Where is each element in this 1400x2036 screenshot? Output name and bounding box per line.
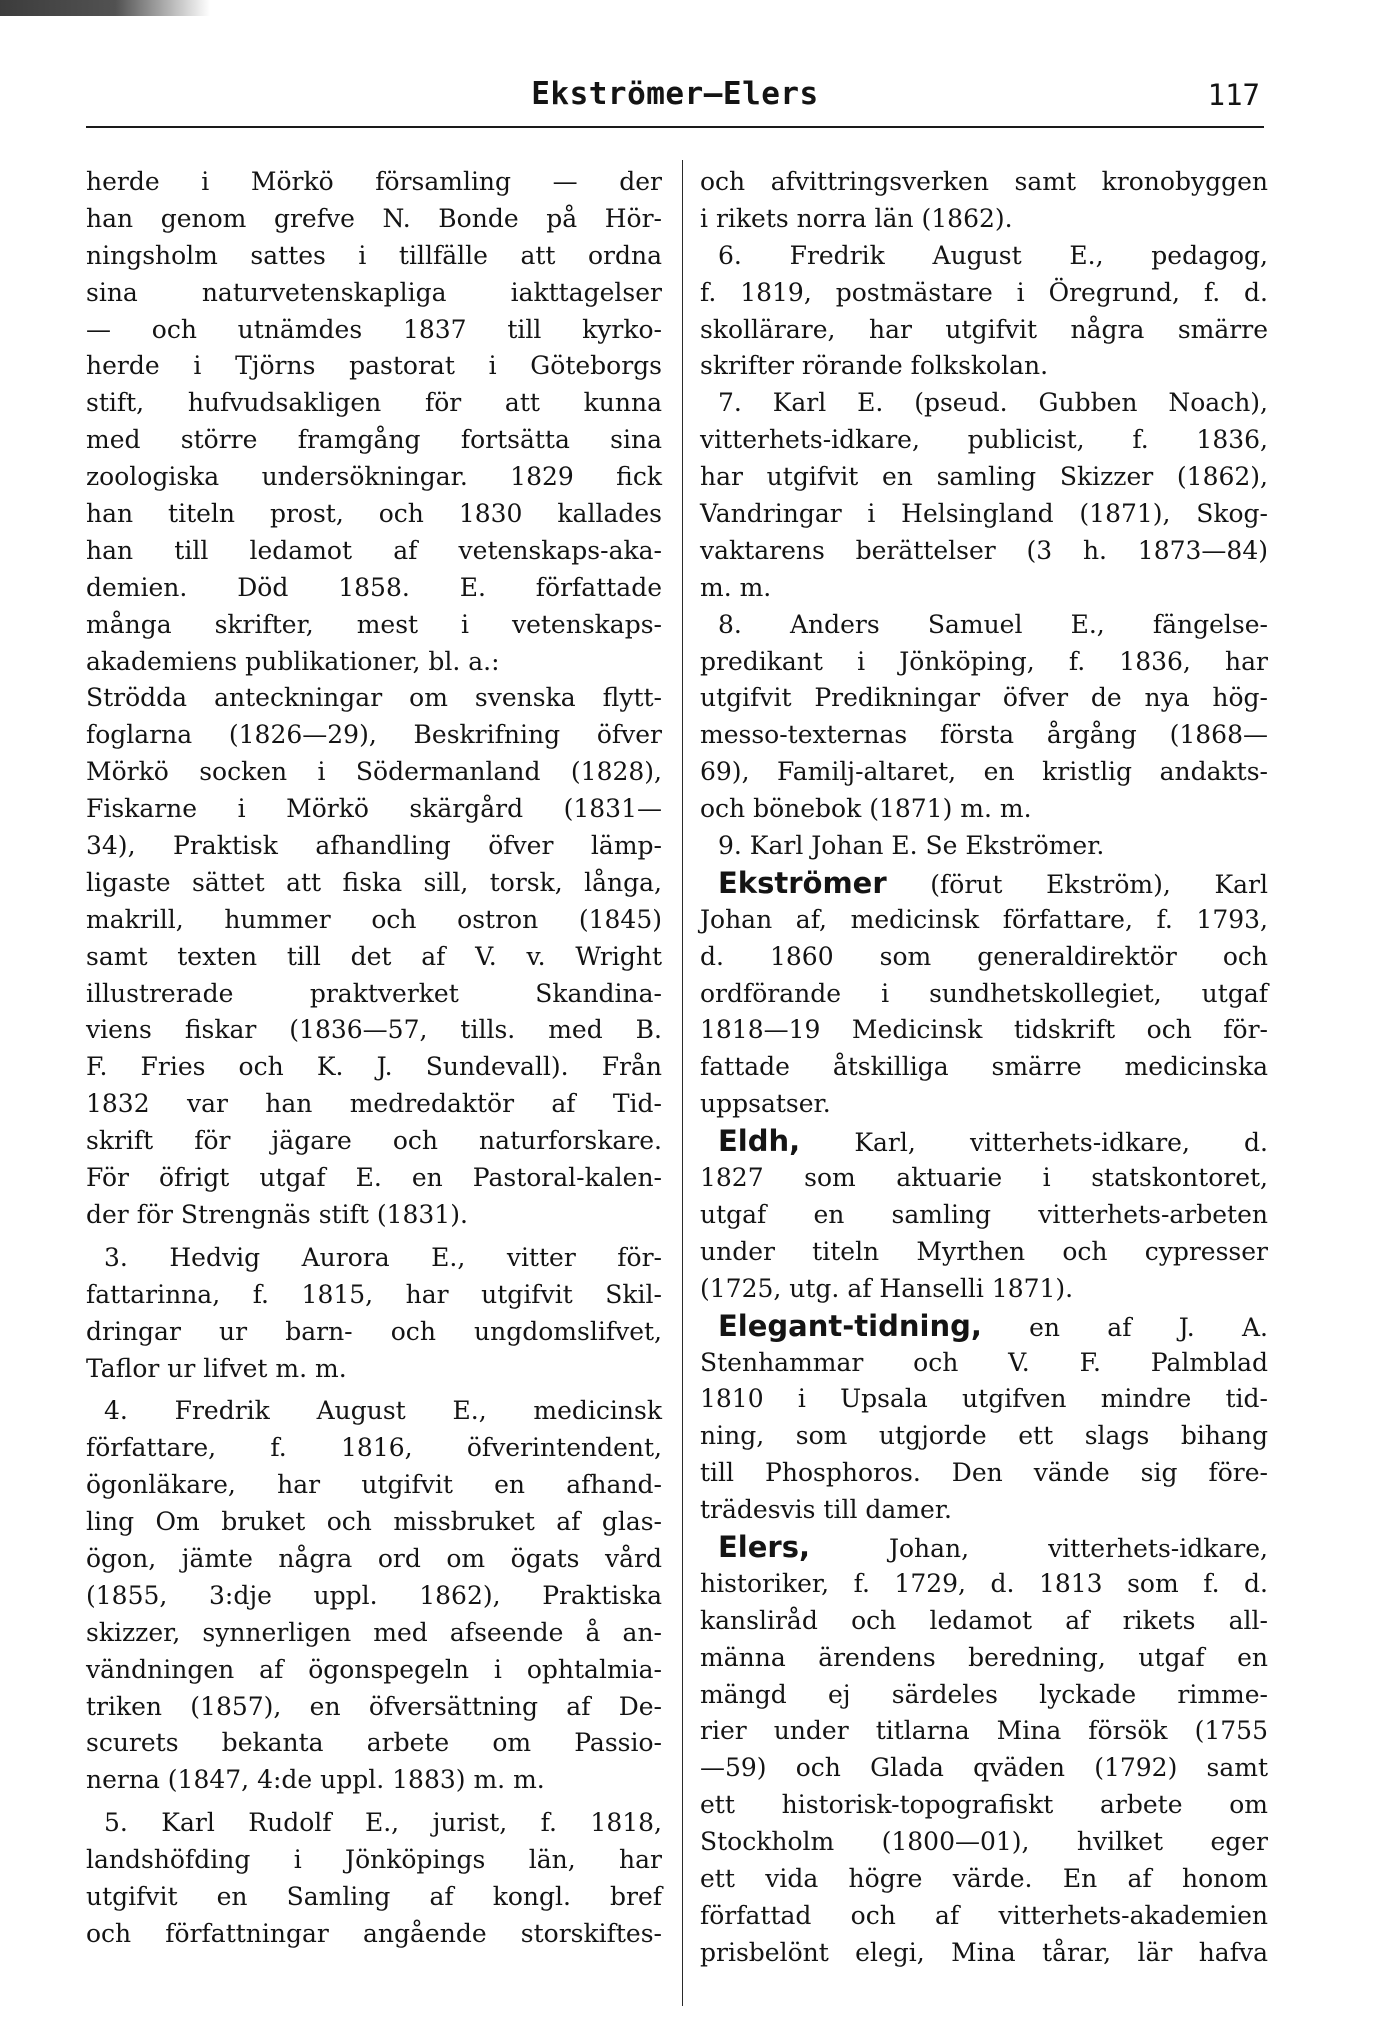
- line-text: uppsatser.: [700, 1089, 831, 1119]
- line-text: rier under titlarna Mina försök (1755: [700, 1716, 1268, 1746]
- line-text: skrift för jägare och naturforskare.: [86, 1126, 662, 1156]
- text-line: [86, 828, 662, 865]
- line-text: zoologiska undersökningar. 1829 fick: [86, 462, 662, 492]
- text-line: [700, 1787, 1268, 1824]
- line-text: vändningen af ögonspegeln i ophtalmia-: [86, 1654, 662, 1684]
- text-line: [700, 459, 1268, 496]
- text-line: [700, 828, 1268, 865]
- text-line: [700, 348, 1268, 385]
- left-column: [86, 164, 662, 1953]
- text-line: [86, 1652, 662, 1689]
- text-line: [700, 385, 1268, 422]
- text-line: [86, 1049, 662, 1086]
- line-text: och afvittringsverken samt kronobyggen: [700, 167, 1268, 196]
- line-text: ordförande i sundhetskollegiet, utgaf: [700, 978, 1268, 1008]
- text-line: [700, 1308, 1268, 1345]
- line-text: — och utnämdes 1837 till kyrko-: [86, 314, 662, 344]
- line-text: illustrerade praktverket Skandina-: [86, 978, 662, 1008]
- text-line: [86, 1842, 662, 1879]
- text-line: [700, 570, 1268, 607]
- line-text: 1832 var han medredaktör af Tid-: [86, 1089, 662, 1119]
- text-line: [86, 1012, 662, 1049]
- line-text: sina naturvetenskapliga iakttagelser: [86, 277, 662, 307]
- scan-artifact: [0, 0, 210, 16]
- text-line: [700, 1197, 1268, 1234]
- line-text: historiker, f. 1729, d. 1813 som f. d.: [700, 1568, 1268, 1598]
- line-text: fattade åtskilliga smärre medicinska: [700, 1052, 1268, 1082]
- line-text: viens fiskar (1836—57, tills. med B.: [86, 1015, 662, 1045]
- text-line: [86, 570, 662, 607]
- text-line: [700, 939, 1268, 976]
- text-line: [700, 1824, 1268, 1861]
- line-text: utgifvit Predikningar öfver de nya hög-: [700, 683, 1268, 713]
- line-text: Johan af, medicinsk författare, f. 1793,: [700, 904, 1268, 934]
- text-line: [86, 1916, 662, 1953]
- line-text: (förut Ekström), Karl: [886, 869, 1268, 899]
- line-text: 1810 i Upsala utgifven mindre tid-: [700, 1384, 1268, 1414]
- line-text: författad och af vitterhets-akademien: [700, 1900, 1268, 1930]
- text-line: [86, 1430, 662, 1467]
- entry-headword: Eldh,: [718, 1124, 801, 1159]
- text-line: [86, 1351, 662, 1388]
- line-text: Karl, vitterhets-idkare, d.: [800, 1128, 1268, 1158]
- text-line: [86, 201, 662, 238]
- line-text: skrifter rörande folkskolan.: [700, 351, 1049, 381]
- line-text: scurets bekanta arbete om Passio-: [86, 1728, 662, 1758]
- line-text: ögon, jämte några ord om ögats vård: [86, 1543, 662, 1573]
- page-header: [86, 74, 1264, 128]
- text-line: [700, 644, 1268, 681]
- text-line: [86, 1689, 662, 1726]
- line-text: vitterhets-idkare, publicist, f. 1836,: [700, 425, 1268, 455]
- text-line: [86, 1615, 662, 1652]
- text-line: [86, 717, 662, 754]
- text-line: [700, 1123, 1268, 1160]
- text-line: [86, 1277, 662, 1314]
- text-line: [86, 644, 662, 681]
- line-text: ningsholm sattes i tillfälle att ordna: [86, 240, 662, 270]
- line-text: 34), Praktisk afhandling öfver lämp-: [86, 831, 662, 861]
- line-text: till Phosphoros. Den vände sig före-: [700, 1458, 1268, 1488]
- line-text: 1827 som aktuarie i statskontoret,: [700, 1163, 1268, 1193]
- line-text: Stenhammar och V. F. Palmblad: [700, 1347, 1268, 1377]
- line-text: nerna (1847, 4:de uppl. 1883) m. m.: [86, 1765, 545, 1795]
- text-line: [700, 680, 1268, 717]
- line-text: predikant i Jönköping, f. 1836, har: [700, 646, 1268, 676]
- text-line: [700, 1566, 1268, 1603]
- text-line: [700, 533, 1268, 570]
- line-text: Strödda anteckningar om svenska flytt-: [86, 683, 662, 713]
- text-line: [700, 1492, 1268, 1529]
- line-text: har utgifvit en samling Skizzer (1862),: [700, 462, 1268, 492]
- text-line: [700, 1160, 1268, 1197]
- line-text: För öfrigt utgaf E. en Pastoral-kalen-: [86, 1163, 662, 1193]
- text-line: [700, 1677, 1268, 1714]
- text-line: [86, 422, 662, 459]
- line-text: samt texten till det af V. v. Wright: [86, 941, 662, 971]
- line-text: han genom grefve N. Bonde på Hör-: [86, 203, 662, 233]
- line-text: prisbelönt elegi, Mina tårar, lär hafva: [700, 1937, 1268, 1967]
- line-text: m. m.: [700, 572, 772, 602]
- column-divider: [682, 160, 683, 2006]
- line-text: triken (1857), en öfversättning af De-: [86, 1691, 662, 1721]
- text-line: [700, 1640, 1268, 1677]
- text-line: [700, 902, 1268, 939]
- line-text: kansliråd och ledamot af rikets all-: [700, 1605, 1268, 1635]
- text-line: [86, 1393, 662, 1430]
- line-text: fattarinna, f. 1815, har utgifvit Skil-: [86, 1279, 662, 1309]
- text-line: [86, 1123, 662, 1160]
- line-text: d. 1860 som generaldirektör och: [700, 941, 1268, 971]
- line-text: han till ledamot af vetenskaps-aka-: [86, 535, 662, 565]
- line-text: männa ärendens beredning, utgaf en: [700, 1642, 1268, 1672]
- entry-headword: Elers,: [718, 1529, 810, 1564]
- text-line: [700, 422, 1268, 459]
- line-text: dringar ur barn- och ungdomslifvet,: [86, 1316, 662, 1346]
- line-text: Johan, vitterhets-idkare,: [810, 1533, 1268, 1563]
- line-text: makrill, hummer och ostron (1845): [86, 904, 662, 934]
- text-line: [86, 385, 662, 422]
- text-line: [86, 238, 662, 275]
- text-line: [700, 1529, 1268, 1566]
- text-line: [86, 1762, 662, 1799]
- line-text: akademiens publikationer, bl. a.:: [86, 646, 500, 676]
- line-text: med större framgång fortsätta sina: [86, 425, 662, 455]
- line-text: messo-texternas första årgång (1868—: [700, 720, 1268, 750]
- text-line: [86, 939, 662, 976]
- entry-headword: Elegant-tidning,: [718, 1308, 982, 1343]
- text-line: [700, 496, 1268, 533]
- line-text: 8. Anders Samuel E., fängelse-: [718, 609, 1268, 639]
- line-text: vaktarens berättelser (3 h. 1873—84): [700, 535, 1268, 565]
- text-line: [86, 865, 662, 902]
- line-text: F. Fries och K. J. Sundevall). Från: [86, 1052, 662, 1082]
- line-text: foglarna (1826—29), Beskrifning öfver: [86, 720, 662, 750]
- page-number: 117: [1207, 78, 1260, 112]
- line-text: herde i Mörkö församling — der: [86, 167, 662, 196]
- line-text: trädesvis till damer.: [700, 1495, 952, 1525]
- text-line: [700, 1012, 1268, 1049]
- text-line: [86, 1805, 662, 1842]
- text-line: [86, 533, 662, 570]
- line-text: Fiskarne i Mörkö skärgård (1831—: [86, 794, 662, 824]
- line-text: stift, hufvudsakligen för att kunna: [86, 388, 662, 418]
- text-line: [700, 717, 1268, 754]
- line-text: Vandringar i Helsingland (1871), Skog-: [700, 499, 1268, 529]
- line-text: —59) och Glada qväden (1792) samt: [700, 1753, 1268, 1783]
- line-text: ögonläkare, har utgifvit en afhand-: [86, 1470, 662, 1500]
- right-column: [700, 164, 1268, 1972]
- text-line: [86, 459, 662, 496]
- text-line: [86, 1879, 662, 1916]
- text-line: [86, 680, 662, 717]
- line-text: 4. Fredrik August E., medicinsk: [104, 1396, 662, 1426]
- line-text: Mörkö socken i Södermanland (1828),: [86, 757, 662, 787]
- text-line: [86, 976, 662, 1013]
- line-text: många skrifter, mest i vetenskaps-: [86, 609, 662, 639]
- text-line: [700, 1750, 1268, 1787]
- text-line: [86, 1086, 662, 1123]
- line-text: skizzer, synnerligen med afseende å an-: [86, 1617, 662, 1647]
- text-line: [700, 1234, 1268, 1271]
- line-text: Stockholm (1800—01), hvilket eger: [700, 1827, 1268, 1857]
- text-line: [700, 1271, 1268, 1308]
- line-text: 69), Familj-altaret, en kristlig andakts-: [700, 757, 1268, 787]
- line-text: Taflor ur lifvet m. m.: [86, 1353, 347, 1383]
- line-text: och bönebok (1871) m. m.: [700, 794, 1032, 824]
- text-line: [86, 1240, 662, 1277]
- line-text: utgaf en samling vitterhets-arbeten: [700, 1199, 1268, 1229]
- text-line: [700, 1713, 1268, 1750]
- text-line: [86, 1541, 662, 1578]
- text-line: [700, 976, 1268, 1013]
- text-line: [86, 754, 662, 791]
- text-line: [700, 1049, 1268, 1086]
- text-line: [700, 312, 1268, 349]
- text-line: [700, 275, 1268, 312]
- line-text: under titeln Myrthen och cypresser: [700, 1236, 1268, 1266]
- text-line: [86, 607, 662, 644]
- running-head: Ekströmer—Elers: [531, 76, 819, 112]
- text-line: [86, 312, 662, 349]
- text-line: [700, 1898, 1268, 1935]
- line-text: mängd ej särdeles lyckade rimme-: [700, 1679, 1268, 1709]
- text-line: [86, 348, 662, 385]
- text-line: [700, 1418, 1268, 1455]
- line-text: ett vida högre värde. En af honom: [700, 1863, 1268, 1893]
- text-line: [86, 1725, 662, 1762]
- line-text: f. 1819, postmästare i Öregrund, f. d.: [700, 277, 1268, 307]
- line-text: 1818—19 Medicinsk tidskrift och för-: [700, 1015, 1268, 1045]
- text-line: [700, 1935, 1268, 1972]
- text-line: [86, 791, 662, 828]
- line-text: ligaste sättet att fiska sill, torsk, långa,: [86, 867, 662, 897]
- text-line: [700, 1455, 1268, 1492]
- text-line: [86, 1160, 662, 1197]
- line-text: (1725, utg. af Hanselli 1871).: [700, 1273, 1074, 1303]
- line-text: herde i Tjörns pastorat i Göteborgs: [86, 351, 662, 381]
- text-line: [86, 164, 662, 201]
- text-line: [700, 607, 1268, 644]
- text-line: [700, 1086, 1268, 1123]
- text-line: [86, 902, 662, 939]
- text-line: [86, 1578, 662, 1615]
- line-text: der för Strengnäs stift (1831).: [86, 1199, 468, 1229]
- line-text: författare, f. 1816, öfverintendent,: [86, 1433, 662, 1463]
- text-line: [86, 1504, 662, 1541]
- line-text: 9. Karl Johan E. Se Ekströmer.: [718, 831, 1105, 861]
- line-text: 5. Karl Rudolf E., jurist, f. 1818,: [104, 1808, 662, 1838]
- line-text: 6. Fredrik August E., pedagog,: [718, 240, 1268, 270]
- text-line: [700, 238, 1268, 275]
- line-text: han titeln prost, och 1830 kallades: [86, 499, 662, 529]
- entry-headword: Ekströmer: [718, 865, 887, 900]
- line-text: (1855, 3:dje uppl. 1862), Praktiska: [86, 1580, 662, 1610]
- text-line: [700, 1345, 1268, 1382]
- text-line: [700, 791, 1268, 828]
- line-text: demien. Död 1858. E. författade: [86, 572, 662, 602]
- text-line: [700, 754, 1268, 791]
- text-line: [86, 1314, 662, 1351]
- text-line: [86, 275, 662, 312]
- text-line: [700, 1603, 1268, 1640]
- line-text: landshöfding i Jönköpings län, har: [86, 1845, 662, 1875]
- text-line: [700, 1381, 1268, 1418]
- text-line: [86, 496, 662, 533]
- line-text: i rikets norra län (1862).: [700, 203, 1013, 233]
- line-text: ling Om bruket och missbruket af glas-: [86, 1507, 662, 1537]
- text-line: [700, 1861, 1268, 1898]
- line-text: 7. Karl E. (pseud. Gubben Noach),: [718, 388, 1268, 418]
- text-line: [700, 164, 1268, 201]
- text-line: [86, 1197, 662, 1234]
- line-text: utgifvit en Samling af kongl. bref: [86, 1881, 662, 1911]
- line-text: och författningar angående storskiftes-: [86, 1918, 662, 1948]
- line-text: 3. Hedvig Aurora E., vitter för-: [104, 1242, 662, 1272]
- line-text: ett historisk-topografiskt arbete om: [700, 1790, 1268, 1820]
- text-line: [86, 1467, 662, 1504]
- text-line: [700, 865, 1268, 902]
- line-text: skollärare, har utgifvit några smärre: [700, 314, 1268, 344]
- line-text: en af J. A.: [981, 1312, 1268, 1342]
- text-line: [700, 201, 1268, 238]
- line-text: ning, som utgjorde ett slags bihang: [700, 1421, 1268, 1451]
